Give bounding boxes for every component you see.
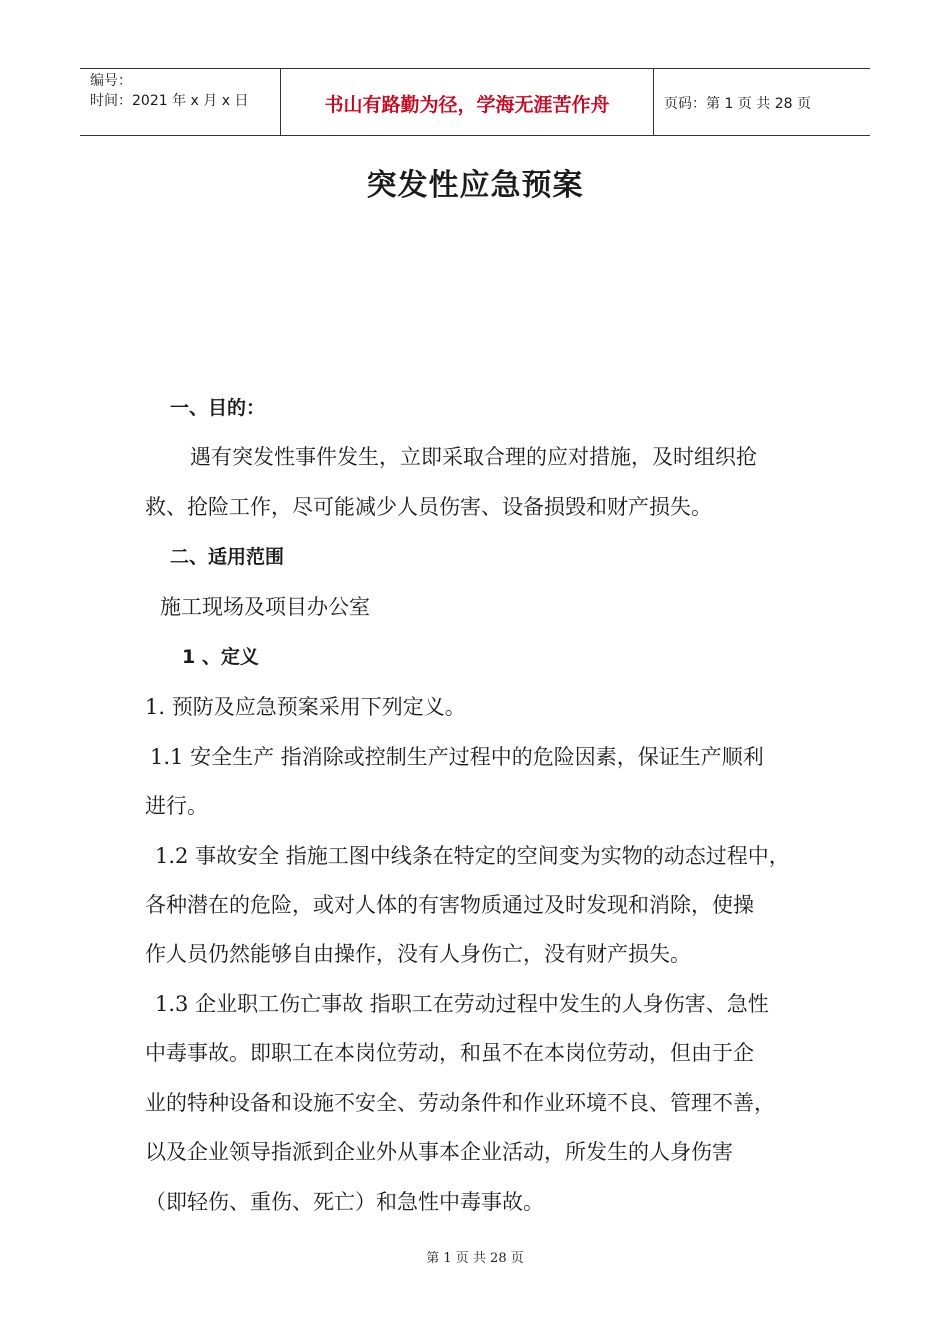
paragraph-line: 作人员仍然能够自由操作，没有人身伤亡，没有财产损失。	[145, 942, 691, 966]
paragraph-line: 各种潜在的危险，或对人体的有害物质通过及时发现和消除，使操	[145, 893, 754, 917]
paragraph-line: 以及企业领导指派到企业外从事本企业活动，所发生的人身伤害	[145, 1140, 733, 1164]
paragraph-line: 1.3 企业职工伤亡事故 指职工在劳动过程中发生的人身伤害、急性	[155, 992, 769, 1016]
document-title: 突发性应急预案	[366, 168, 584, 203]
page-info: 页码：第 1 页 共 28 页	[664, 96, 811, 112]
heading-purpose: 一、目的：	[170, 397, 266, 419]
motto: 书山有路勤为径，学海无涯苦作舟	[280, 69, 654, 135]
paragraph-line: 业的特种设备和设施不安全、劳动条件和作业环境不良、管理不善，	[145, 1091, 775, 1115]
paragraph-line: 1. 预防及应急预案采用下列定义。	[145, 695, 466, 719]
paragraph-line: （即轻伤、重伤、死亡）和急性中毒事故。	[145, 1190, 544, 1214]
paragraph-line: 救、抢险工作，尽可能减少人员伤害、设备损毁和财产损失。	[145, 495, 712, 519]
heading-scope: 二、适用范围	[170, 546, 285, 568]
paragraph-line: 遇有突发性事件发生，立即采取合理的应对措施，及时组织抢	[190, 445, 757, 469]
number-label: 编号：	[90, 73, 132, 89]
paragraph-line: 施工现场及项目办公室	[160, 595, 370, 619]
paragraph-line: 进行。	[145, 794, 208, 818]
paragraph-line: 中毒事故。即职工在本岗位劳动，和虽不在本岗位劳动，但由于企	[145, 1041, 754, 1065]
paragraph-line: 1.1 安全生产 指消除或控制生产过程中的危险因素，保证生产顺利	[150, 745, 764, 769]
time-label: 时间：2021 年 x 月 x 日	[90, 93, 249, 109]
heading-definition: 1 、定义	[182, 646, 259, 668]
header-table	[80, 68, 870, 136]
page-footer: 第 1 页 共 28 页	[426, 1251, 524, 1266]
paragraph-line: 1.2 事故安全 指施工图中线条在特定的空间变为实物的动态过程中，	[155, 844, 790, 868]
header-meta	[80, 69, 280, 135]
